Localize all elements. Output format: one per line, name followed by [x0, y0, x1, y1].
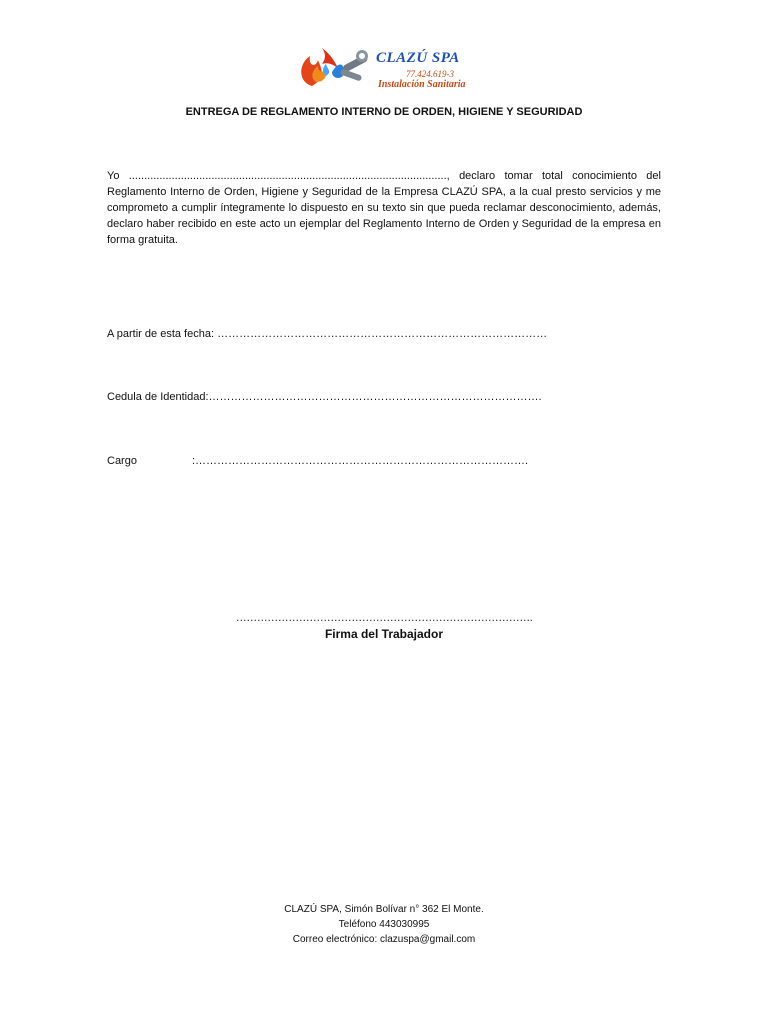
- footer-address: CLAZÚ SPA, Simón Bolívar n° 362 El Monte.: [284, 904, 484, 915]
- company-rut: 77.424.619-3: [406, 69, 454, 79]
- footer-email: Correo electrónico: clazuspa@gmail.com: [292, 934, 476, 945]
- company-logo: [292, 40, 482, 96]
- plumbing-logo-icon: [292, 42, 372, 94]
- id-field: Cedula de Identidad:……………………………………………………………………………….: [107, 391, 542, 403]
- cargo-label: Cargo: [107, 455, 137, 467]
- cargo-field: :……………………………………………………………………………….: [192, 455, 529, 467]
- date-field: A partir de esta fecha: ………………………………………………………………………………: [107, 328, 548, 340]
- company-service: Instalación Sanitaria: [378, 79, 466, 90]
- signature-line: ………………………………………………………………………….: [235, 612, 533, 624]
- declaration-paragraph: Yo ........................................................................................................, declaro tomar total conocimiento del Reglamento Interno de Orden, Higiene y Seguridad de la Empresa CLAZÚ SPA, a la cual presto servicios y me comprometo a cumplir íntegramente lo dispuesto en su texto sin que pueda reclamar desconocimiento, además, declaro haber recibido en este acto un ejemplar del Reglamento Interno de Orden y Seguridad de la empresa en forma gratuita.: [107, 170, 661, 246]
- signature-label: Firma del Trabajador: [324, 627, 444, 641]
- document-title: ENTREGA DE REGLAMENTO INTERNO DE ORDEN, HIGIENE Y SEGURIDAD: [185, 106, 583, 118]
- footer-phone: Teléfono 443030995: [338, 919, 430, 930]
- company-name: CLAZÚ SPA: [376, 50, 460, 66]
- footer: [0, 902, 768, 947]
